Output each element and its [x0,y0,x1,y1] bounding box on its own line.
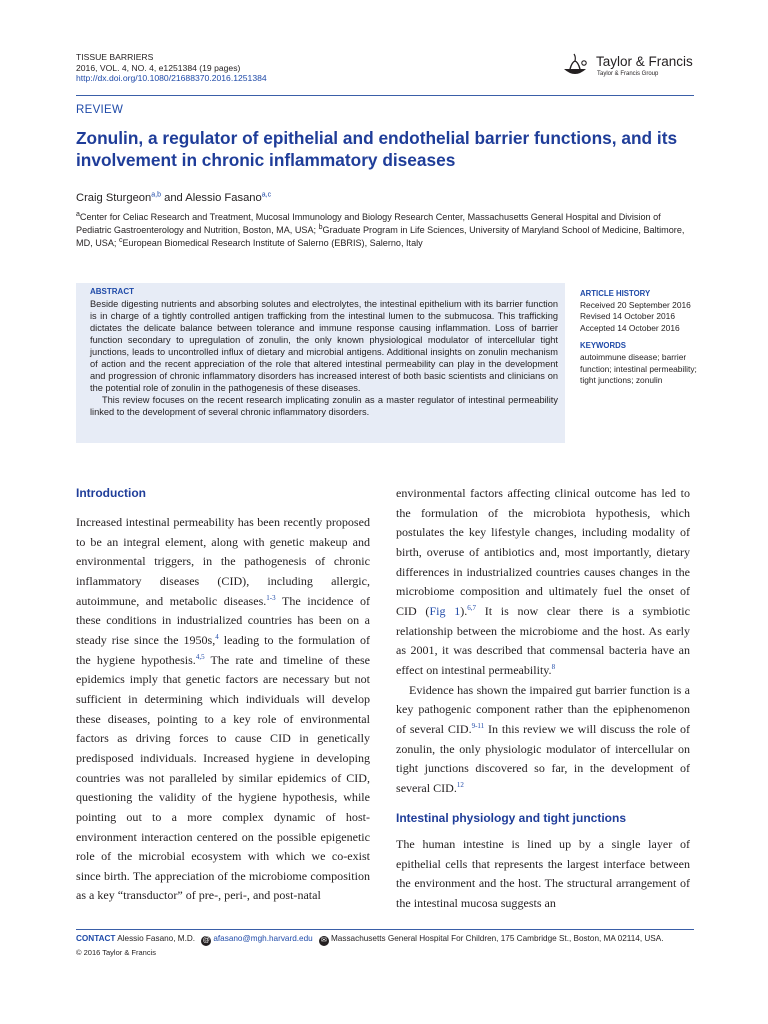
body-column-right [396,484,690,799]
text-run: In this review we will discuss the role of zonulin, the only physiologic modulator of intercellular on tight junctions discovered so far, in the development of several CID. [396,721,690,795]
paragraph: The human intestine is lined up by a single layer of epithelial cells that represents the largest interface between the environment and the host. The structural arrangement of the intestinal mucosa suggests an [396,837,690,910]
author-name[interactable]: Craig Sturgeon [76,192,152,204]
affil-sup: b [318,223,323,231]
abstract-text [90,298,558,418]
email-icon: @ [202,937,210,944]
author-affil-sup: a,b [151,191,161,199]
journal-name: TISSUE BARRIERS [76,52,154,62]
contact-name: Alessio Fasano, M.D. [117,934,196,943]
author-affil-sup: a,c [261,191,272,199]
article-meta [580,288,700,387]
copyright: © 2016 Taylor & Francis [76,948,157,957]
text-run: Increased intestinal permeability has been recently proposed to be an integral element, along with genetic makeup and environmental triggers, in the pathogenesis of chronic inflammatory diseases (CID), including allergic, autoimmune, and metabolic diseases. [76,515,370,608]
author-name[interactable]: Alessio Fasano [185,192,262,204]
text-run: Evidence has shown the impaired gut barrier function is a key pathogenic component rather than the epiphenomenon of several CID. [396,682,690,736]
citation-ref[interactable]: 9-11 [471,721,485,730]
publisher-lamp-icon [560,52,590,78]
body-column-left [76,513,370,906]
doi-link[interactable]: http://dx.doi.org/10.1080/21688370.2016.1251384 [76,73,267,83]
received-date: Received 20 September 2016 [580,299,691,310]
body-column-right-cont [396,835,690,914]
email-link[interactable]: afasano@mgh.harvard.edu [213,934,313,943]
section-label: REVIEW [76,104,124,116]
keywords-text: autoimmune disease; barrier function; intestinal permeability; tight junctions; zonulin [580,351,697,386]
publisher-group: Taylor & Francis Group [597,71,659,77]
citation-ref[interactable]: 6,7 [467,603,477,612]
paragraph [396,484,690,681]
revised-date: Revised 14 October 2016 [580,311,675,322]
footer-rule [76,929,694,930]
affil-sup: c [118,236,123,244]
publisher-logo [560,52,700,80]
text-run: environmental factors affecting clinical outcome has led to the formulation of the microbiota hypothesis, which postulates the key lifestyle changes, including modality of birth, overuse of antibiotics and, most importantly, dietary differences in industrialized countries causes changes in the microbiome composition and ultimately fuel the onset of CID ( [396,486,690,618]
figure-link[interactable]: Fig 1 [429,603,461,618]
header-rule [76,95,694,96]
citation-ref[interactable]: 4 [215,632,219,641]
citation-ref[interactable]: 12 [456,780,464,789]
affil-text: European Biomedical Research Institute of Salerno (EBRIS), Salerno, Italy [122,238,423,248]
affil-sup: a [76,210,80,218]
address-icon: ✉ [319,936,329,946]
text-run: leading to the formulation of the hygiene hypothesis. [76,632,371,667]
publisher-name: Taylor & Francis [596,54,693,69]
journal-info [76,52,267,84]
text-run: The rate and timeline of these epidemics imply that genetic factors are necessary but not sufficient in determining which individuals will develop these diseases, pointing to a key role of environmental factors as driving forces to cause CID in genetically predisposed individuals. Increased hygiene in developing countries was not paralleled by similar epidemics of CID, questioning the validity of the hygiene hypothesis, while pointing out to a more complex dynamic of host-environment interaction centered on the possible epigenetic role of the microbial ecosystem with which we co-exist since birth. The appreciation of the microbiome composition as a key “transductor” of pre-, peri-, and post-natal [76,652,371,903]
section-heading: Intestinal physiology and tight junctions [396,811,627,825]
author-list [76,192,271,204]
citation-ref[interactable]: 4,5 [195,652,205,661]
contact-line [76,934,664,946]
text-run: The incidence of these conditions in industrialized countries has been on a steady rise since the 1950s, [76,593,371,647]
paragraph [76,513,370,906]
contact-address: Massachusetts General Hospital For Children, 175 Cambridge St., Boston, MA 02114, USA. [330,934,664,943]
affil-text: Center for Celiac Research and Treatment, Mucosal Immunology and Biology Research Center, Massachusetts General Hospital and Division of Pediatric Gastroenterology and Nutrition, Boston, MA, USA; [76,212,661,235]
contact-label: CONTACT [76,934,116,943]
affiliations [76,211,696,250]
abstract-paragraph: This review focuses on the recent research implicating zonulin as a master regulator of intestinal permeability linked to the development of several chronic inflammatory disorders. [90,395,558,417]
affil-text: Graduate Program in Life Sciences, University of Maryland School of Medicine, Baltimore, MD, USA; [76,225,685,248]
abstract-paragraph: Beside digesting nutrients and absorbing solutes and electrolytes, the intestinal epithelium with its barrier function is in charge of a tightly controlled antigen trafficking from the intestinal lumen to the submucosa. This trafficking dictates the delicate balance between tolerance and immune response causing inflammation. Loss of barrier function secondary to upregulation of zonulin, the only known physiological modulator of intercellular tight junctions, leads to uncontrolled influx of dietary and microbial antigens. Additional insights on zonulin mechanism of action and the recent appreciation of the role that altered intestinal permeability can play in the development and progression of chronic inflammatory disorders has increased interest of both basic scientists and clinicians on the potential role of zonulin in the pathogenesis of these diseases. [90,299,558,393]
section-heading: Introduction [76,486,146,500]
accepted-date: Accepted 14 October 2016 [580,322,680,333]
citation-ref[interactable]: 1-3 [266,593,276,602]
journal-citation: 2016, VOL. 4, NO. 4, e1251384 (19 pages) [76,62,241,73]
history-heading: ARTICLE HISTORY [580,289,651,298]
citation-ref[interactable]: 8 [551,662,556,671]
abstract-heading: ABSTRACT [90,287,134,296]
keywords-heading: KEYWORDS [580,341,626,351]
article-title: Zonulin, a regulator of epithelial and endothelial barrier functions, and its involvement in chronic inflammatory diseases [76,128,678,170]
text-run: ). [460,603,468,618]
paragraph [396,681,690,799]
text-run: It is now clear there is a symbiotic relationship between the microbiome and the host. As early as 2001, it was described that commensal bacteria have an effect on intestinal permeability. [396,603,690,677]
author-conjunction: and [160,192,186,204]
